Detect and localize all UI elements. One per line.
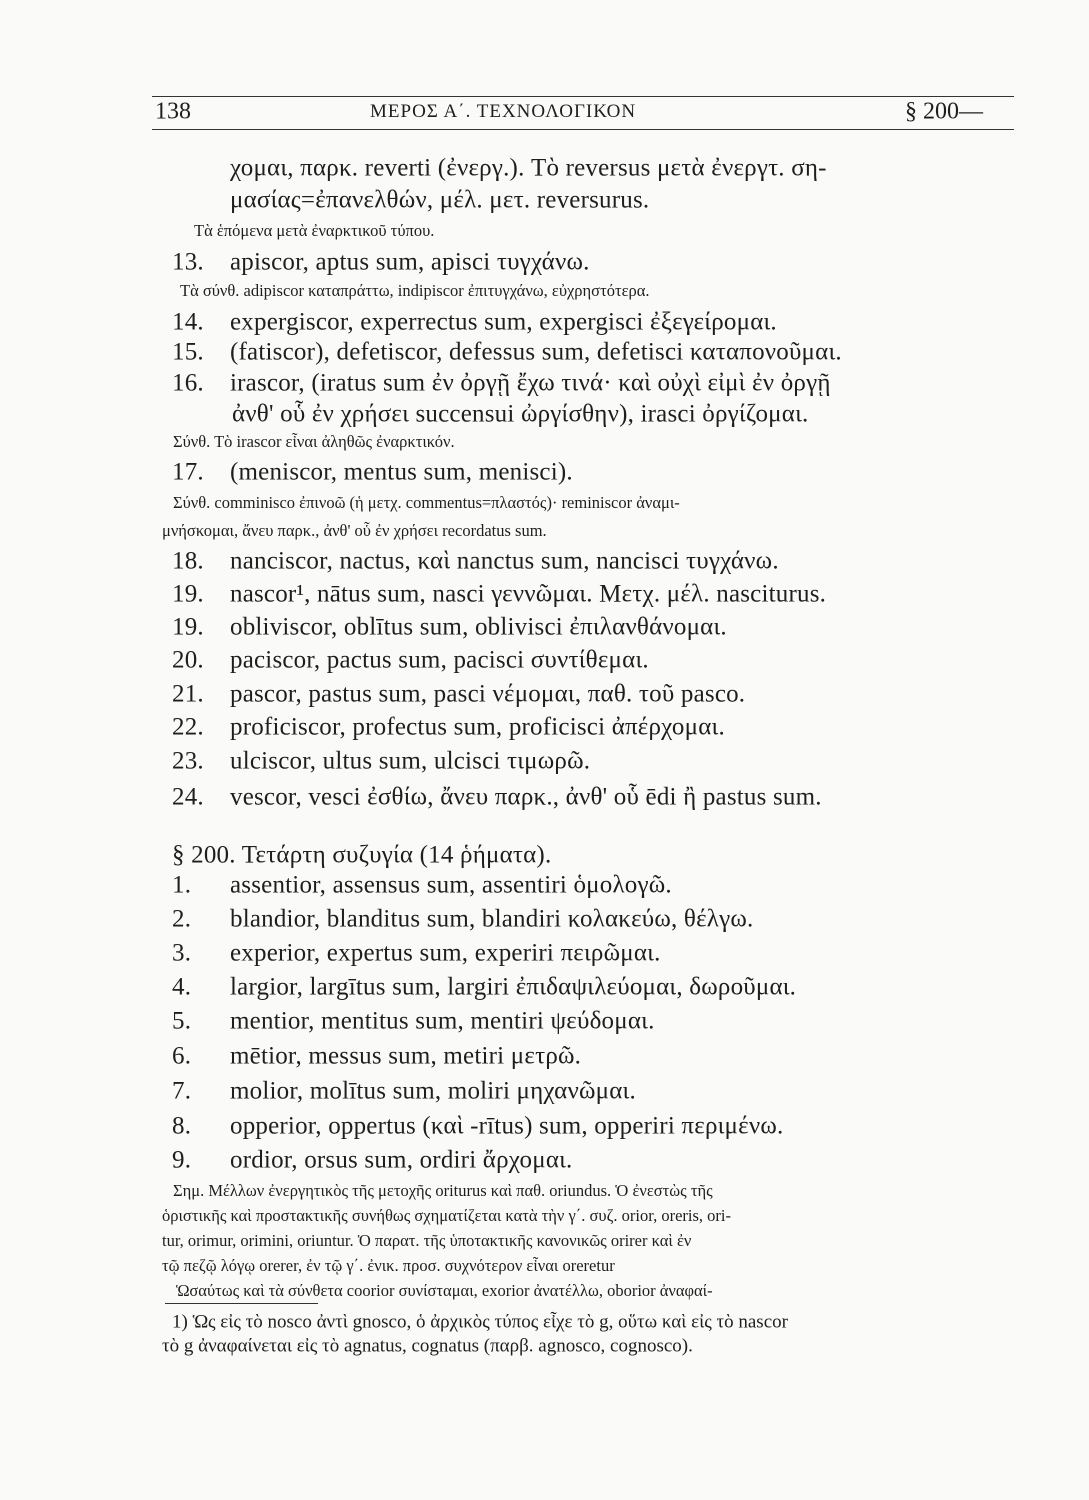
entry-text: Σύνθ. Τὸ irascor εἶναι ἀληθῶς ἐναρκτικόν. xyxy=(173,431,455,451)
entry-number: 18. xyxy=(172,547,204,575)
numbered-entry xyxy=(172,460,573,485)
entry-text: assentior, assensus sum, assentiri ὁμολογῶ. xyxy=(230,871,672,899)
entry-text: Σημ. Μέλλων ἐνεργητικὸς τῆς μετοχῆς oriturus καὶ παθ. oriundus. Ὁ ἐνεστὼς τῆς xyxy=(173,1180,713,1200)
entry-text: mentior, mentitus sum, mentiri ψεύδομαι. xyxy=(230,1007,655,1035)
text-line xyxy=(176,1280,713,1300)
text-line xyxy=(173,1180,713,1200)
entry-number: 24. xyxy=(172,783,204,811)
numbered-entry xyxy=(172,941,661,966)
entry-text: (fatiscor), defetiscor, defessus sum, defetisci καταπονοῦμαι. xyxy=(230,338,842,366)
entry-number: 2. xyxy=(172,905,192,933)
entry-text: expergiscor, experrectus sum, expergisci ἐξεγείρομαι. xyxy=(230,308,777,336)
footnote-rule xyxy=(165,1303,318,1304)
entry-text: τῷ πεζῷ λόγῳ orerer, ἐν τῷ γ΄. ἐνικ. προσ. συχνότερον εἶναι oreretur xyxy=(162,1255,615,1275)
entry-text: proficiscor, profectus sum, proficisci ἀπέρχομαι. xyxy=(230,713,725,741)
entry-text: μνήσκομαι, ἄνευ παρκ., ἀνθ' οὗ ἐν χρήσει recordatus sum. xyxy=(162,520,547,540)
entry-number: 8. xyxy=(172,1112,192,1140)
text-line xyxy=(230,188,649,213)
entry-number: 7. xyxy=(172,1077,192,1105)
entry-number: 23. xyxy=(172,747,204,775)
entry-text: mētior, messus sum, metiri μετρῶ. xyxy=(230,1042,582,1070)
entry-text: pascor, pastus sum, pasci νέμομαι, παθ. τοῦ pasco. xyxy=(230,680,746,708)
entry-number: 14. xyxy=(172,308,204,336)
numbered-entry xyxy=(172,1009,655,1034)
entry-text: Τὰ ἑπόμενα μετὰ ἐναρκτικοῦ τύπου. xyxy=(194,220,435,240)
entry-number: 13. xyxy=(172,248,204,276)
entry-text: vescor, vesci ἐσθίω, ἄνευ παρκ., ἀνθ' οὗ ēdi ἢ pastus sum. xyxy=(230,783,822,811)
page-number: 138 xyxy=(155,98,191,125)
numbered-entry xyxy=(172,715,725,740)
entry-text: paciscor, pactus sum, pacisci συντίθεμαι. xyxy=(230,646,649,674)
entry-text: ὁριστικῆς καὶ προστακτικῆς συνήθως σχηματίζεται κατὰ τὴν γ΄. συζ. orior, oreris, ori- xyxy=(162,1205,731,1225)
numbered-entry xyxy=(172,907,753,932)
entry-text: opperior, oppertus (καὶ -rītus) sum, opperiri περιμένω. xyxy=(230,1112,784,1140)
text-line xyxy=(173,492,680,512)
text-line xyxy=(162,1230,692,1250)
entry-text: ulciscor, ultus sum, ulcisci τιμωρῶ. xyxy=(230,747,591,775)
numbered-entry xyxy=(172,975,796,1000)
entry-number: 3. xyxy=(172,939,192,967)
entry-text: ἀνθ' οὗ ἐν χρήσει succensui ὠργίσθην), irasci ὀργίζομαι. xyxy=(232,400,809,428)
entry-text: nascor¹, nātus sum, nasci γεννῶμαι. Μετχ. μέλ. nasciturus. xyxy=(230,580,827,608)
entry-text: nanciscor, nactus, καὶ nanctus sum, nancisci τυγχάνω. xyxy=(230,547,779,575)
numbered-entry xyxy=(172,648,649,673)
numbered-entry xyxy=(172,749,590,774)
numbered-entry xyxy=(172,1044,581,1069)
entry-text: obliviscor, oblītus sum, oblivisci ἐπιλανθάνομαι. xyxy=(230,613,727,641)
entry-number: 1. xyxy=(172,871,192,899)
numbered-entry xyxy=(172,1079,636,1104)
entry-number: 21. xyxy=(172,680,204,708)
entry-text: blandior, blanditus sum, blandiri κολακεύω, θέλγω. xyxy=(230,905,754,933)
numbered-entry xyxy=(172,549,779,574)
entry-number: 5. xyxy=(172,1007,192,1035)
text-line xyxy=(194,220,435,240)
header-bottom-rule xyxy=(152,129,1014,130)
entry-number: 19. xyxy=(172,580,204,608)
text-line xyxy=(173,431,455,451)
numbered-entry xyxy=(172,682,745,707)
text-line xyxy=(180,280,650,300)
entry-text: (meniscor, mentus sum, menisci). xyxy=(230,458,573,486)
entry-number: 6. xyxy=(172,1042,192,1070)
entry-text: experior, expertus sum, experiri πειρῶμαι. xyxy=(230,939,661,967)
entry-text: Ὡσαύτως καὶ τὰ σύνθετα coorior συνίσταμαι, exorior ἀνατέλλω, oborior ἀναφαί- xyxy=(176,1280,713,1300)
footnote-line: τὸ g ἀναφαίνεται εἰς τὸ agnatus, cognatus (παρβ. agnosco, cognosco). xyxy=(162,1335,693,1357)
entry-text: Τὰ σύνθ. adipiscor καταπράττω, indipiscor ἐπιτυγχάνω, εὐχρηστότερα. xyxy=(180,280,650,300)
numbered-entry xyxy=(172,250,590,275)
entry-text: largior, largītus sum, largiri ἐπιδαψιλεύομαι, δωροῦμαι. xyxy=(230,973,797,1001)
entry-number: 20. xyxy=(172,646,204,674)
text-line xyxy=(232,402,808,427)
header-top-rule xyxy=(152,96,1014,97)
entry-text: apiscor, aptus sum, apisci τυγχάνω. xyxy=(230,248,590,276)
numbered-entry xyxy=(172,1114,783,1139)
numbered-entry xyxy=(172,873,672,898)
entry-number: 22. xyxy=(172,713,204,741)
text-line xyxy=(162,520,547,540)
numbered-entry xyxy=(172,615,727,640)
entry-number: 15. xyxy=(172,338,204,366)
text-line xyxy=(230,156,827,181)
text-line xyxy=(162,1205,731,1225)
entry-text: χομαι, παρκ. reverti (ἐνεργ.). Τὸ reversus μετὰ ἐνεργτ. ση- xyxy=(230,154,827,182)
section-reference: § 200— xyxy=(905,98,983,125)
numbered-entry xyxy=(172,785,822,810)
numbered-entry xyxy=(172,310,777,335)
numbered-entry xyxy=(172,340,842,365)
entry-number: 19. xyxy=(172,613,204,641)
entry-number: 17. xyxy=(172,458,204,486)
entry-number: 9. xyxy=(172,1146,192,1174)
running-title: ΜΕΡΟΣ Α΄. ΤΕΧΝΟΛΟΓΙΚΟΝ xyxy=(370,101,637,122)
numbered-entry xyxy=(172,1148,573,1173)
entry-text: § 200. Τετάρτη συζυγία (14 ῥήματα). xyxy=(172,841,552,869)
text-line xyxy=(172,843,551,868)
entry-text: μασίας=ἐπανελθών, μέλ. μετ. reversurus. xyxy=(230,186,650,214)
footnote-line: 1) Ὡς εἰς τὸ nosco ἀντὶ gnosco, ὁ ἀρχικὸς τύπος εἶχε τὸ g, οὕτω καὶ εἰς τὸ nascor xyxy=(172,1311,788,1333)
entry-text: irascor, (iratus sum ἐν ὀργῇ ἔχω τινά· καὶ οὐχὶ εἰμὶ ἐν ὀργῇ xyxy=(230,369,831,397)
text-line xyxy=(162,1255,615,1275)
entry-text: molior, molītus sum, moliri μηχανῶμαι. xyxy=(230,1077,636,1105)
entry-number: 16. xyxy=(172,369,204,397)
entry-text: Σύνθ. comminisco ἐπινοῶ (ἡ μετχ. commentus=πλαστός)· reminiscor ἀναμι- xyxy=(173,492,680,512)
entry-number: 4. xyxy=(172,973,192,1001)
entry-text: ordior, orsus sum, ordiri ἄρχομαι. xyxy=(230,1146,573,1174)
numbered-entry xyxy=(172,582,826,607)
numbered-entry xyxy=(172,371,831,396)
entry-text: tur, orimur, orimini, oriuntur. Ὁ παρατ. τῆς ὑποτακτικῆς κανονικῶς orirer καὶ ἐν xyxy=(162,1230,692,1250)
